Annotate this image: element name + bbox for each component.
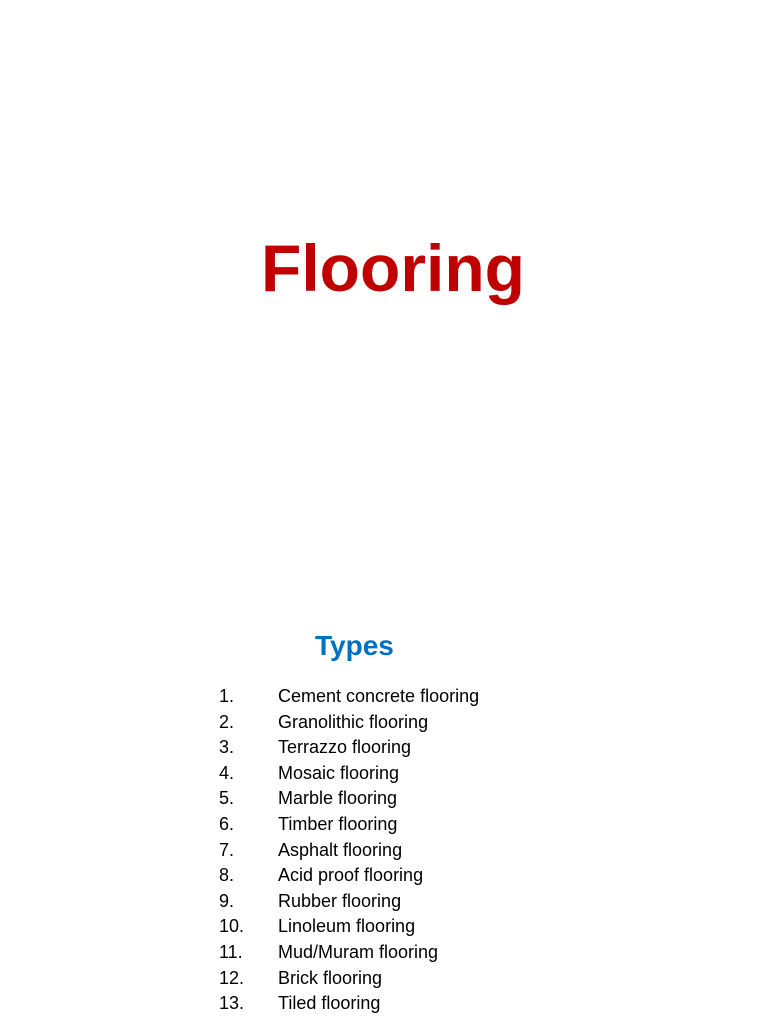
list-item bbox=[219, 966, 479, 992]
list-item-label: Marble flooring bbox=[278, 788, 398, 809]
list-item-label: Acid proof flooring bbox=[278, 865, 424, 886]
list-item bbox=[219, 838, 479, 864]
list-item-number: 1. bbox=[219, 686, 235, 706]
list-item bbox=[219, 812, 479, 838]
section-heading-types: Types bbox=[315, 630, 394, 661]
list-item-label: Mud/Muram flooring bbox=[278, 941, 439, 962]
list-item bbox=[219, 735, 479, 761]
list-item bbox=[219, 914, 479, 940]
list-item-label: Linoleum flooring bbox=[278, 916, 416, 937]
list-item bbox=[219, 761, 479, 787]
list-item-number: 2. bbox=[219, 711, 235, 732]
list-item-number: 7. bbox=[219, 839, 235, 860]
list-item-number: 6. bbox=[219, 813, 235, 834]
list-item-number: 8. bbox=[219, 865, 235, 886]
list-item-number: 12. bbox=[219, 967, 245, 988]
list-item-label: Cement concrete flooring bbox=[278, 686, 480, 706]
list-item-number: 9. bbox=[219, 890, 235, 911]
list-item-label: Rubber flooring bbox=[278, 890, 402, 911]
list-item bbox=[219, 940, 479, 966]
list-item bbox=[219, 991, 479, 1017]
list-item-number: 3. bbox=[219, 737, 235, 758]
list-item bbox=[219, 684, 479, 710]
list-item-number: 5. bbox=[219, 788, 235, 809]
list-item-number: 11. bbox=[219, 941, 243, 962]
flooring-types-list bbox=[219, 684, 479, 1017]
list-item bbox=[219, 786, 479, 812]
list-item bbox=[219, 710, 479, 736]
list-item-label: Tiled flooring bbox=[278, 993, 381, 1014]
list-item-number: 4. bbox=[219, 762, 235, 783]
list-item-label: Mosaic flooring bbox=[278, 762, 400, 783]
list-item-label: Terrazzo flooring bbox=[278, 737, 412, 758]
list-item-number: 10. bbox=[219, 916, 245, 937]
list-item-number: 13. bbox=[219, 993, 245, 1014]
page-title: Flooring bbox=[261, 231, 525, 305]
list-item bbox=[219, 863, 479, 889]
list-item-label: Timber flooring bbox=[278, 813, 398, 834]
list-item bbox=[219, 889, 479, 915]
list-item-label: Asphalt flooring bbox=[278, 839, 403, 860]
list-item-label: Granolithic flooring bbox=[278, 711, 429, 732]
list-item-label: Brick flooring bbox=[278, 967, 383, 988]
